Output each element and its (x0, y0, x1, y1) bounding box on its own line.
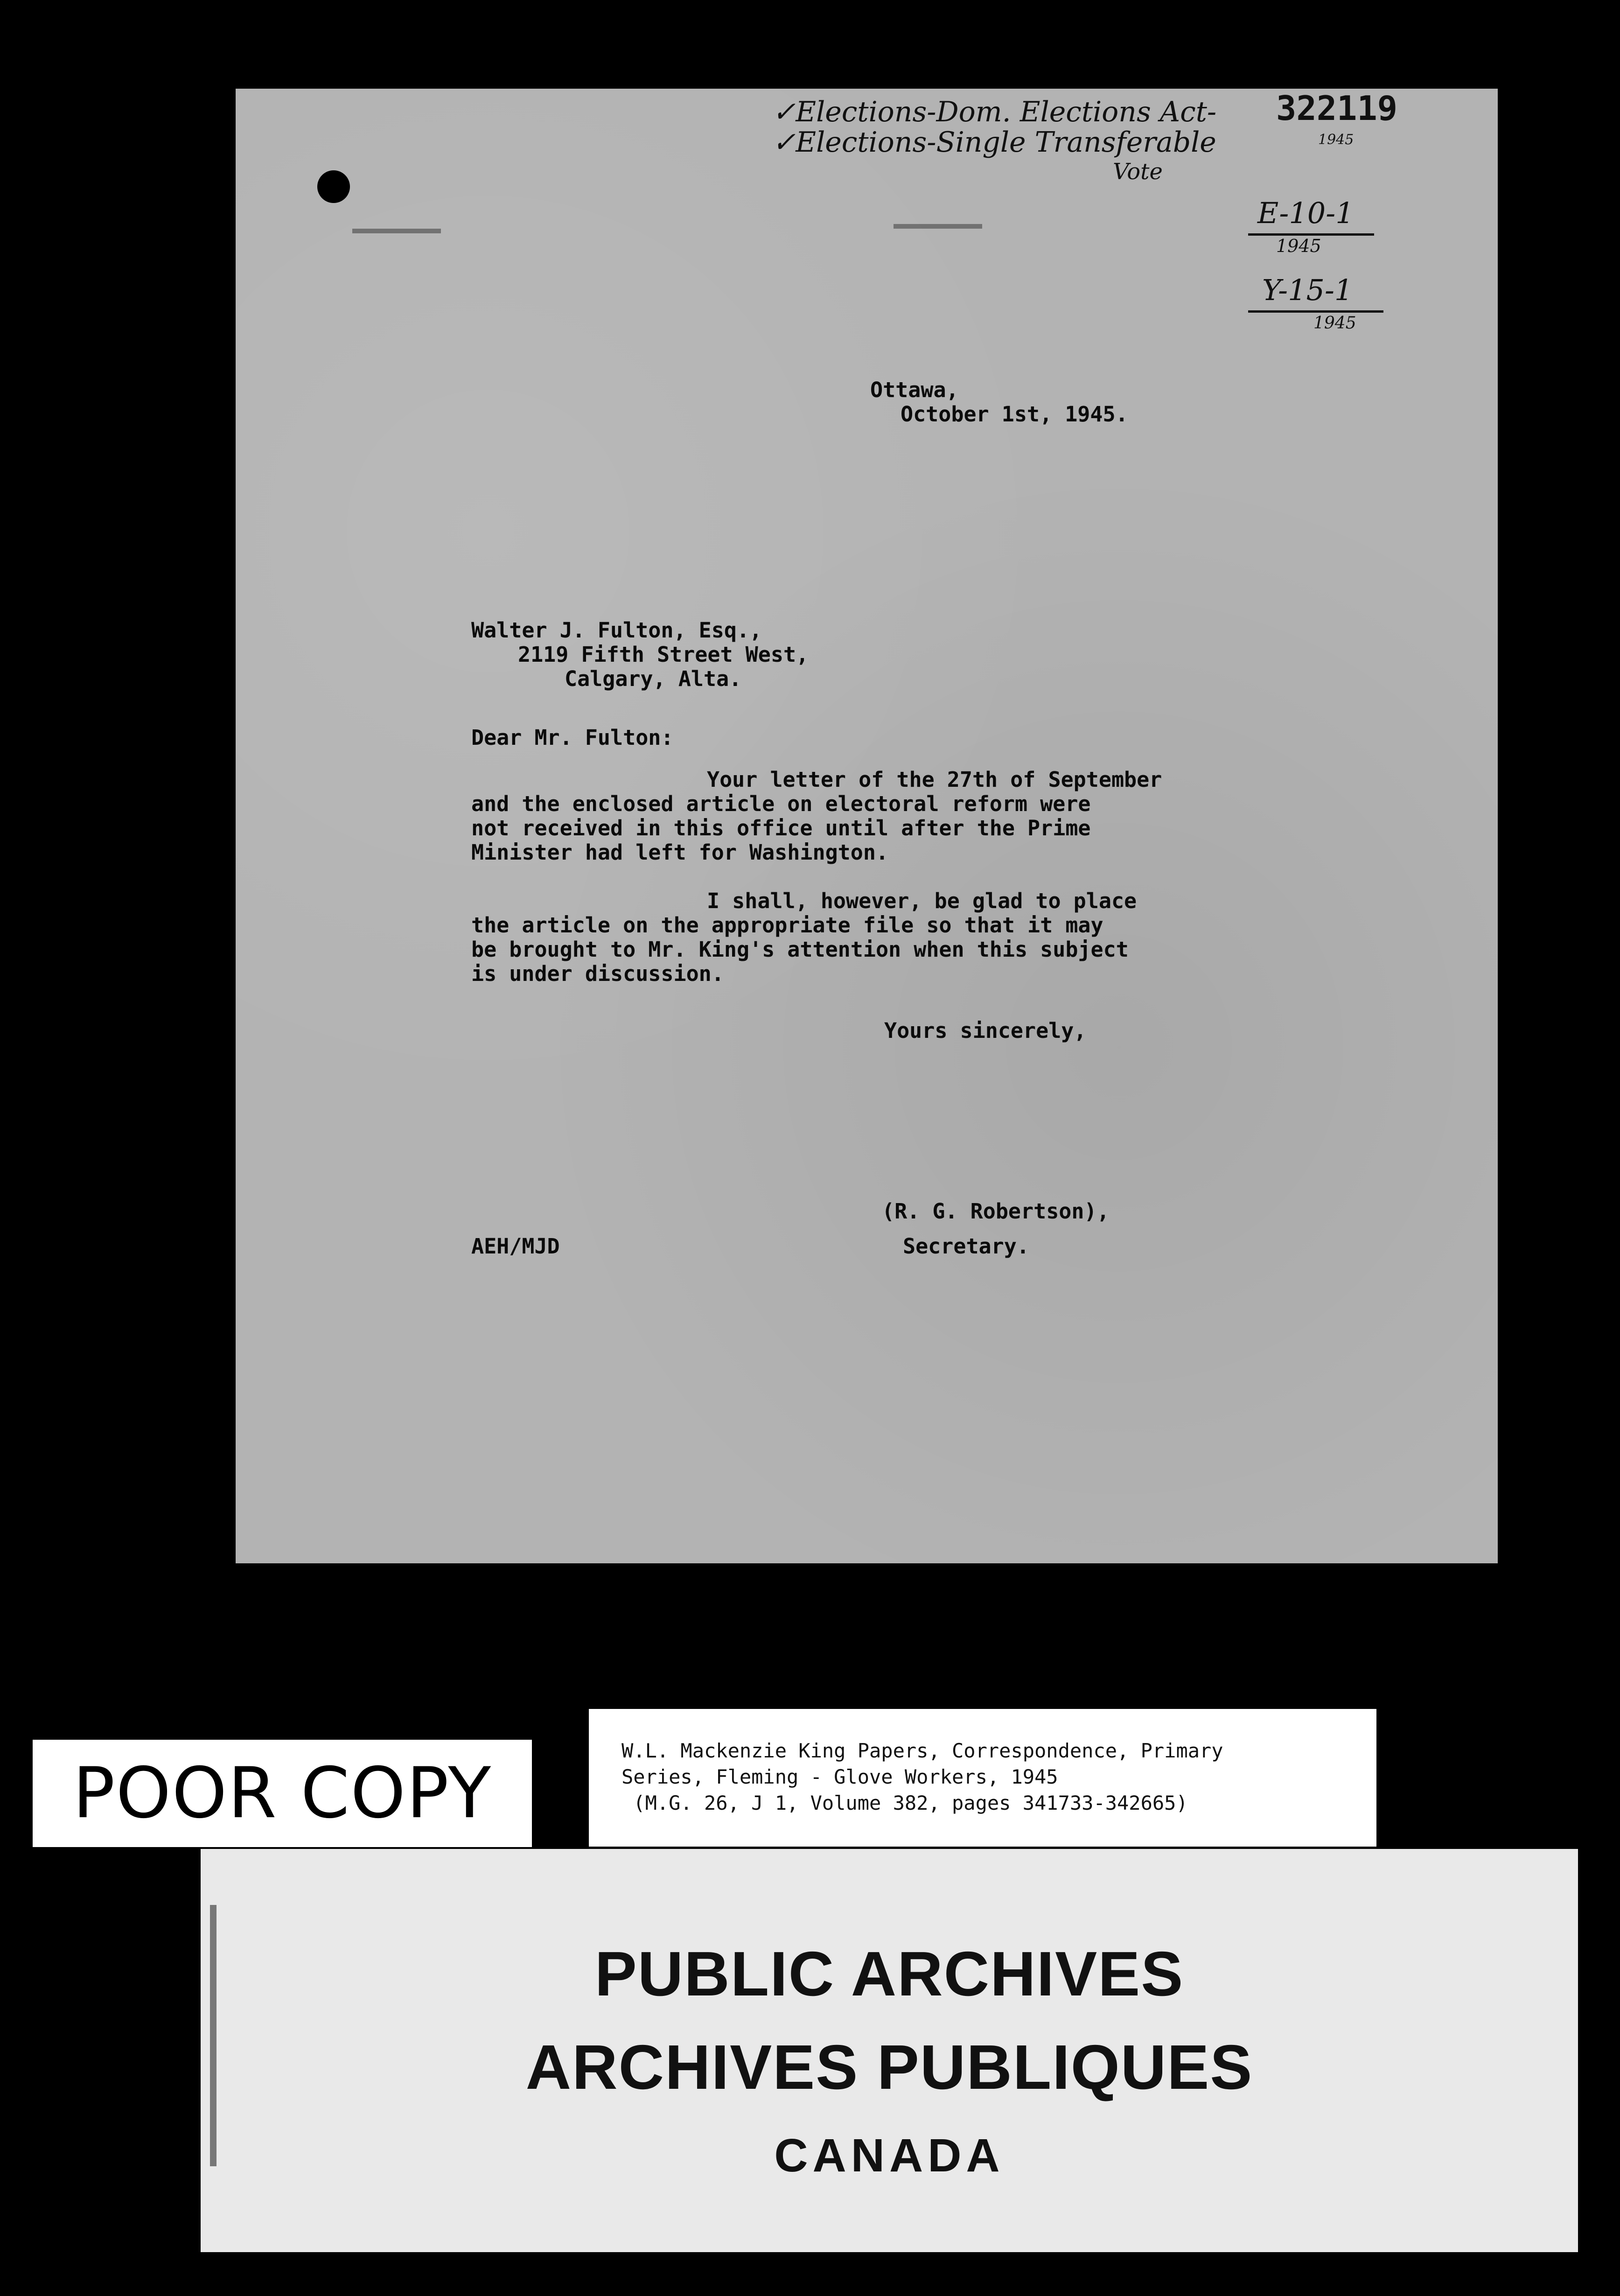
citation-text (621, 1738, 1223, 1816)
paragraph-1-line: Your letter of the 27th of September (707, 767, 1162, 792)
letter-place: Ottawa, (870, 378, 959, 402)
citation-line: W.L. Mackenzie King Papers, Correspondence, Primary (621, 1739, 1223, 1762)
recipient-street: 2119 Fifth Street West, (518, 642, 809, 667)
file-reference-1-year: 1945 (1276, 236, 1321, 256)
signatory-title: Secretary. (903, 1234, 1029, 1259)
recipient-name: Walter J. Fulton, Esq., (471, 618, 762, 643)
smudge-mark (894, 224, 982, 229)
handwritten-subject-1: ✓Elections-Dom. Elections Act- (772, 96, 1217, 128)
salutation: Dear Mr. Fulton: (471, 725, 674, 750)
handwritten-subject-3: Vote (1113, 159, 1163, 185)
closing: Yours sincerely, (884, 1018, 1087, 1043)
handwritten-year: 1945 (1318, 132, 1354, 148)
file-reference-2: Y-15-1 (1262, 273, 1353, 307)
letter-date: October 1st, 1945. (901, 402, 1128, 427)
recipient-city: Calgary, Alta. (565, 666, 742, 691)
handwritten-subject-2: ✓Elections-Single Transferable (772, 126, 1216, 159)
reference-initials: AEH/MJD (471, 1234, 560, 1259)
banner-line-3: CANADA (774, 2129, 1005, 2182)
punch-hole (317, 170, 350, 203)
file-reference-1: E-10-1 (1257, 196, 1354, 230)
banner-line-2: ARCHIVES PUBLIQUES (525, 2032, 1253, 2102)
paragraph-2-line: is under discussion. (471, 961, 724, 986)
archives-banner (201, 1849, 1578, 2252)
underline (1248, 310, 1383, 313)
poor-copy-label (33, 1740, 532, 1847)
paragraph-1-line: Minister had left for Washington. (471, 840, 889, 865)
paragraph-1-line: not received in this office until after the Prime (471, 816, 1091, 840)
paragraph-2-line: be brought to Mr. King's attention when this subject (471, 937, 1129, 962)
citation-label (589, 1709, 1376, 1847)
paragraph-2-line: I shall, however, be glad to place (707, 889, 1137, 913)
file-reference-2-year: 1945 (1313, 314, 1356, 333)
smudge-mark (352, 229, 441, 233)
letter-page (236, 89, 1498, 1563)
poor-copy-text: POOR COPY (72, 1753, 492, 1834)
paragraph-1-line: and the enclosed article on electoral reform were (471, 791, 1091, 816)
paragraph-2-line: the article on the appropriate file so that it may (471, 913, 1103, 938)
citation-line: Series, Fleming - Glove Workers, 1945 (621, 1765, 1058, 1788)
signatory: (R. G. Robertson), (882, 1199, 1110, 1224)
banner-line-1: PUBLIC ARCHIVES (594, 1939, 1184, 2009)
file-number: 322119 (1276, 89, 1398, 128)
citation-line: (M.G. 26, J 1, Volume 382, pages 341733-342665) (621, 1792, 1188, 1814)
